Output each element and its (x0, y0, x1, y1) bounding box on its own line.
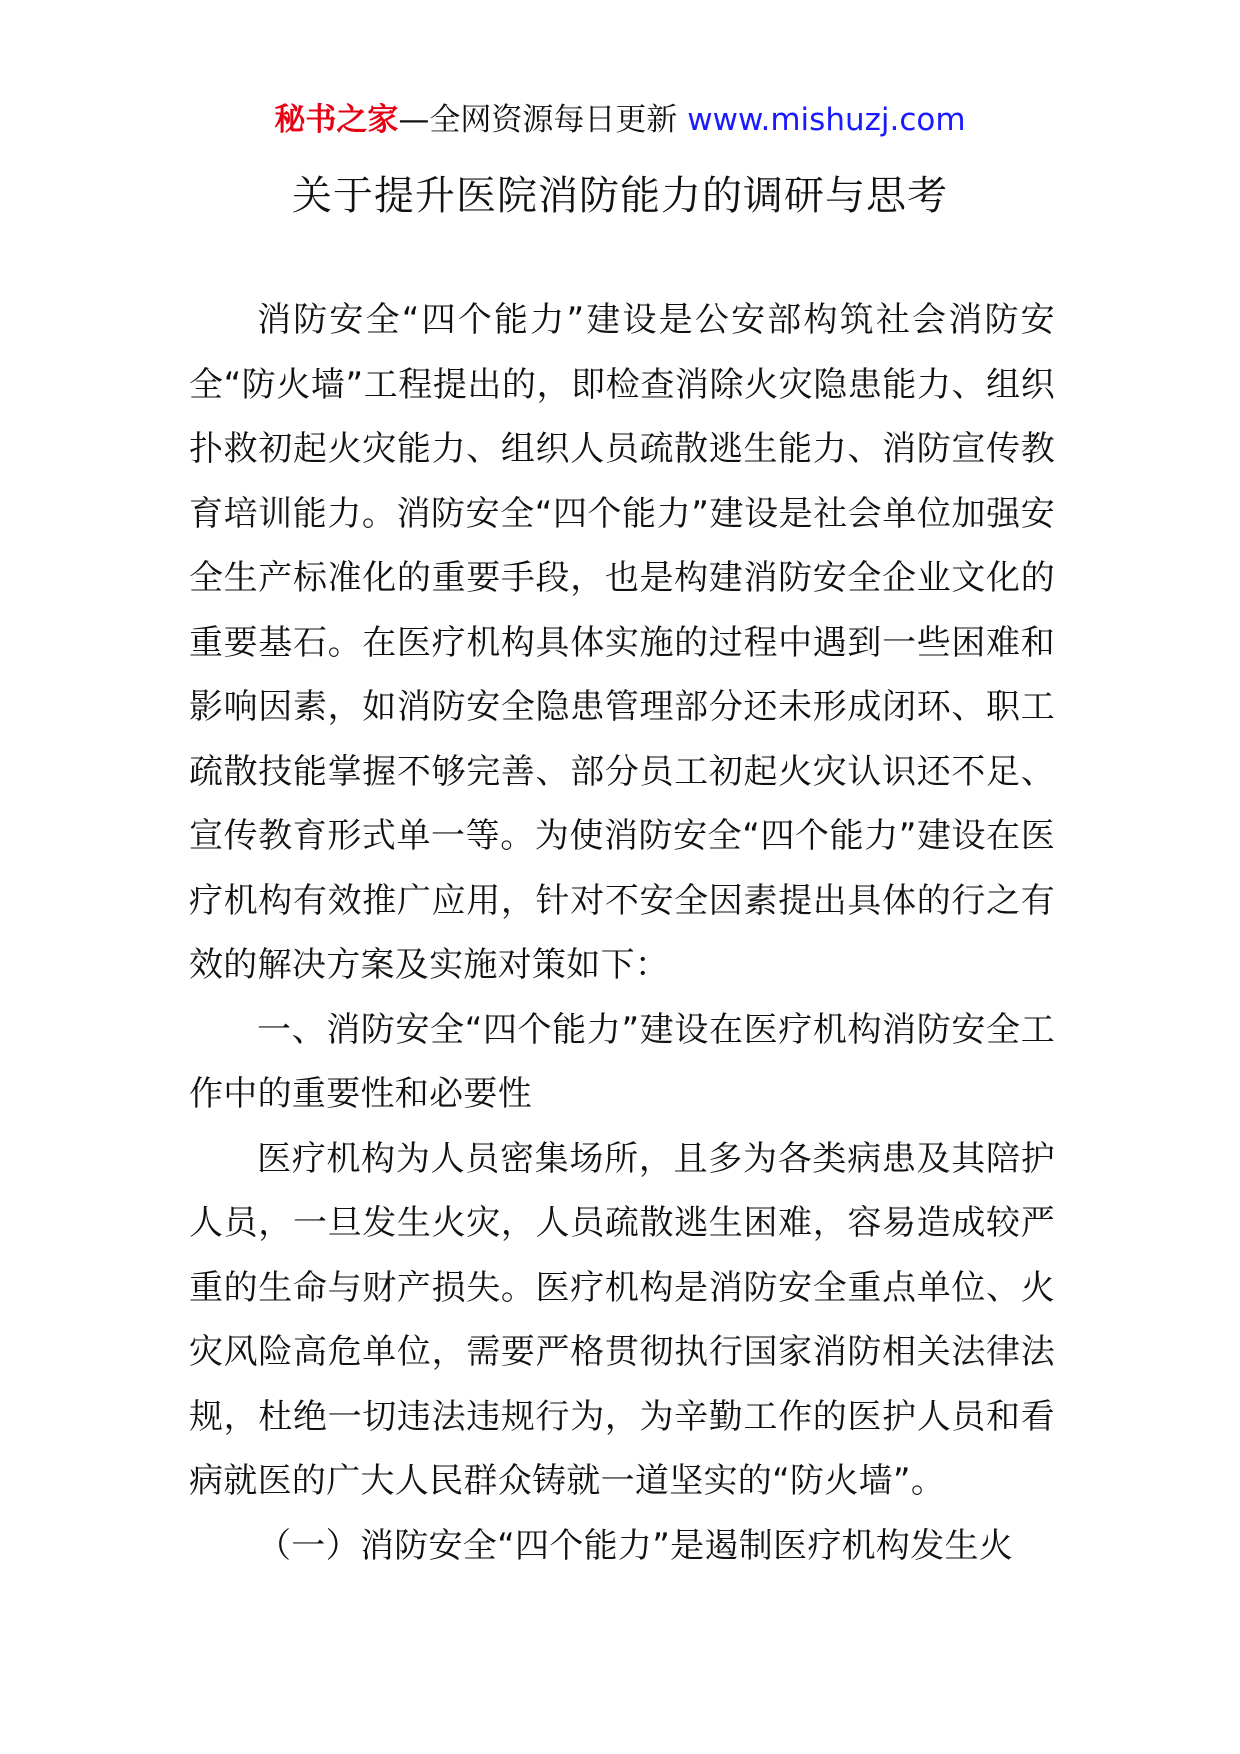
site-url-link[interactable]: www.mishuzj.com (687, 102, 966, 138)
document-title: 关于提升医院消防能力的调研与思考 (292, 173, 948, 219)
subsection-heading-1: （一）消防安全“四个能力”是遏制医疗机构发生火 (257, 1525, 1014, 1566)
paragraph-intro: 消防安全“四个能力”建设是公安部构筑社会消防安全“防火墙”工程提出的，即检查消除火灾隐患能力、组织扑救初起火灾能力、组织人员疏散逃生能力、消防宣传教育培训能力。消防安全“四个能力”建设是社会单位加强安全生产标准化的重要手段，也是构建消防安全企业文化的重要基石。在医疗机构具体实施的过程中遇到一些困难和影响因素，如消防安全隐患管理部分还未形成闭环、职工疏散技能掌握不够完善、部分员工初起火灾认识还不足、宣传教育形式单一等。为使消防安全“四个能力”建设在医疗机构有效推广应用，针对不安全因素提出具体的行之有效的解决方案及实施对策如下： (189, 300, 1055, 985)
header-slogan: —全网资源每日更新 (398, 102, 688, 138)
paragraph-section-1: 医疗机构为人员密集场所，且多为各类病患及其陪护人员，一旦发生火灾，人员疏散逃生困难，容易造成较严重的生命与财产损失。医疗机构是消防安全重点单位、火灾风险高危单位，需要严格贯彻执行国家消防相关法律法规，杜绝一切违法违规行为，为辛勤工作的医护人员和看病就医的广大人民群众铸就一道坚实的“防火墙”。 (189, 1138, 1055, 1501)
site-header (0, 98, 1240, 142)
document-body (189, 288, 1055, 1578)
section-heading-1: 一、消防安全“四个能力”建设在医疗机构消防安全工作中的重要性和必要性 (189, 1009, 1055, 1114)
brand-name: 秘书之家 (274, 102, 399, 138)
